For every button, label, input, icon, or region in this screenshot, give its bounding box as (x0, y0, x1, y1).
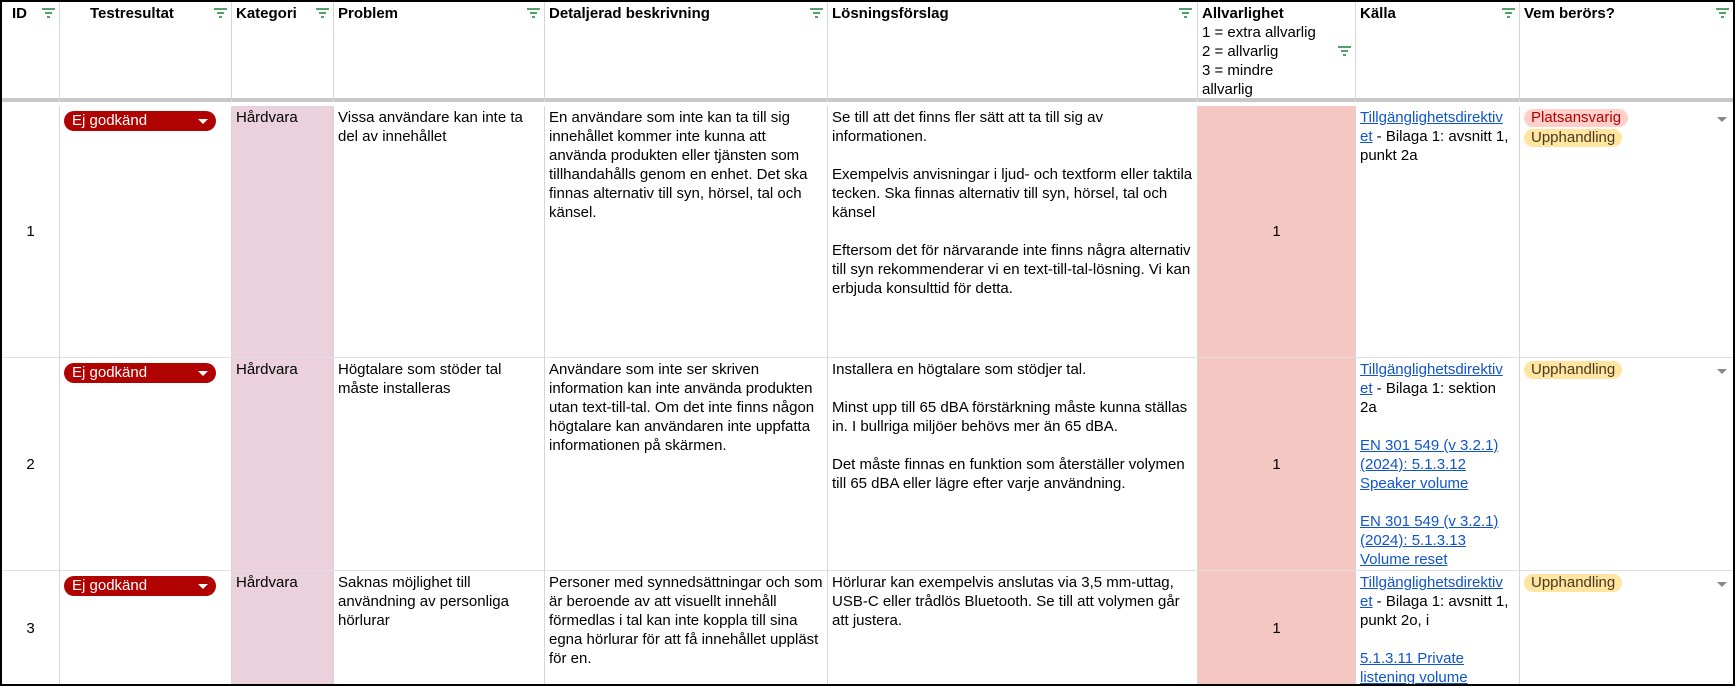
chip-platsansvarig: Platsansvarig (1524, 109, 1628, 127)
losning-paragraph: Det måste finnas en funktion som återställer volymen till 65 dBA eller lägre efter varje användning. (832, 456, 1185, 492)
source-link[interactable]: Tillgänglighetsdirektiv et (1360, 109, 1503, 145)
losning-paragraph: Exempelvis anvisningar i ljud- och textform eller taktila tecken. Ska finnas alternativ till syn, hörsel, tal och känsel (832, 166, 1193, 221)
kalla-source (1360, 649, 1515, 686)
losning-paragraph: Eftersom det för närvarande inte finns några alternativ till syn rekommenderar vi en text-till-tal-lösning. Vi kan erbjuda konsulttid för detta. (832, 242, 1191, 297)
header-problem[interactable] (334, 2, 545, 102)
header-vem-label: Vem berörs? (1524, 5, 1615, 22)
severity-scale-3: 3 = mindre (1202, 62, 1274, 79)
result-label: Ej godkänd (72, 364, 148, 381)
header-testresultat-label: Testresultat (90, 5, 174, 22)
source-link[interactable]: EN 301 549 (v 3.2.1) (2024): 5.1.3.12 Speaker volume (1360, 437, 1499, 492)
problem-cell: Högtalare som stöder tal måste installeras (334, 358, 545, 570)
filter-icon[interactable] (1338, 46, 1351, 56)
chip-upphandling: Upphandling (1524, 129, 1622, 147)
filter-icon[interactable] (1716, 8, 1729, 18)
vem-cell[interactable] (1520, 106, 1733, 357)
kalla-source (1360, 108, 1515, 165)
severity-scale-2: 2 = allvarlig (1202, 43, 1279, 60)
dropdown-arrow-icon (198, 584, 208, 589)
dropdown-arrow-icon (198, 371, 208, 376)
result-cell (60, 358, 232, 570)
kategori-cell: Hårdvara (232, 106, 334, 357)
dropdown-arrow-icon[interactable] (1717, 117, 1727, 122)
severity-scale-3b: allvarlig (1202, 81, 1253, 98)
severity-cell: 1 (1198, 571, 1356, 686)
vem-cell[interactable] (1520, 571, 1733, 686)
header-id-label: ID (12, 5, 27, 22)
beskrivning-cell: Användare som inte ser skriven information kan inte använda produkten utan text-till-tal. Om det inte finns någon högtalare kan användaren inte uppfatta informationen på skärmen. (545, 358, 828, 570)
filter-icon[interactable] (527, 8, 540, 18)
filter-icon[interactable] (1179, 8, 1192, 18)
source-link[interactable]: 5.1.3.11 Private listening volume (1360, 650, 1468, 686)
kategori-cell: Hårdvara (232, 571, 334, 686)
severity-scale-1: 1 = extra allvarlig (1202, 24, 1316, 41)
row-id: 3 (2, 571, 60, 686)
header-kalla[interactable] (1356, 2, 1520, 102)
kalla-cell (1356, 571, 1520, 686)
result-dropdown[interactable] (64, 111, 216, 131)
result-cell (60, 571, 232, 686)
kalla-source (1360, 360, 1515, 417)
header-losning[interactable] (828, 2, 1198, 102)
filter-icon[interactable] (214, 8, 227, 18)
source-text: - Bilaga 1: sektion 2a (1360, 380, 1496, 416)
losning-paragraph: Installera en högtalare som stödjer tal. (832, 361, 1087, 378)
result-label: Ej godkänd (72, 577, 148, 594)
problem-cell: Vissa användare kan inte ta del av innehållet (334, 106, 545, 357)
header-allvarlighet[interactable] (1198, 2, 1356, 102)
dropdown-arrow-icon (198, 119, 208, 124)
header-losning-label: Lösningsförslag (832, 5, 949, 22)
filter-icon[interactable] (316, 8, 329, 18)
losning-paragraph: Se till att det finns fler sätt att ta till sig av informationen. (832, 109, 1103, 145)
header-beskrivning[interactable] (545, 2, 828, 102)
losning-cell (828, 358, 1198, 570)
source-link[interactable]: Tillgänglighetsdirektiv et (1360, 574, 1503, 610)
table-row (2, 358, 1733, 571)
header-kategori-label: Kategori (236, 5, 297, 22)
losning-cell (828, 106, 1198, 357)
header-kategori[interactable] (232, 2, 334, 102)
kalla-source (1360, 436, 1515, 493)
header-id[interactable] (2, 2, 60, 102)
dropdown-arrow-icon[interactable] (1717, 369, 1727, 374)
table-row (2, 106, 1733, 358)
beskrivning-cell: En användare som inte kan ta till sig innehållet kommer inte kunna att använda produkten eller tjänsten som tillhandahålls genom en enhet. Det ska finnas alternativ till syn, hörsel, tal och känsel. (545, 106, 828, 357)
header-row (2, 2, 1733, 102)
source-text: - Bilaga 1: avsnitt 1, punkt 2a (1360, 128, 1509, 164)
filter-icon[interactable] (1502, 8, 1515, 18)
result-label: Ej godkänd (72, 112, 148, 129)
kalla-cell (1356, 106, 1520, 357)
severity-cell: 1 (1198, 106, 1356, 357)
table-row (2, 571, 1733, 686)
header-beskrivning-label: Detaljerad beskrivning (549, 5, 710, 22)
header-kalla-label: Källa (1360, 5, 1396, 22)
kalla-source (1360, 573, 1515, 630)
vem-cell[interactable] (1520, 358, 1733, 570)
severity-cell: 1 (1198, 358, 1356, 570)
result-dropdown[interactable] (64, 363, 216, 383)
source-text: - Bilaga 1: avsnitt 1, punkt 2o, i (1360, 593, 1509, 629)
problem-cell: Saknas möjlighet till användning av personliga hörlurar (334, 571, 545, 686)
kategori-cell: Hårdvara (232, 358, 334, 570)
source-link[interactable]: Tillgänglighetsdirektiv et (1360, 361, 1503, 397)
header-problem-label: Problem (338, 5, 399, 22)
losning-cell (828, 571, 1198, 686)
header-vem[interactable] (1520, 2, 1733, 102)
chip-upphandling: Upphandling (1524, 361, 1622, 379)
kalla-source (1360, 512, 1515, 569)
chip-upphandling: Upphandling (1524, 574, 1622, 592)
row-id: 2 (2, 358, 60, 570)
header-testresultat[interactable] (60, 2, 232, 102)
filter-icon[interactable] (42, 8, 55, 18)
row-id: 1 (2, 106, 60, 357)
result-cell (60, 106, 232, 357)
header-allvarlighet-label: Allvarlighet (1202, 5, 1284, 22)
beskrivning-cell: Personer med synnedsättningar och som är beroende av att visuellt innehåll förmedlas i tal kan inte koppla till sina egna hörlurar för att få innehållet uppläst för en. (545, 571, 828, 686)
losning-paragraph: Minst upp till 65 dBA förstärkning måste kunna ställas in. I bullriga miljöer behövs mer än 65 dBA. (832, 399, 1188, 435)
kalla-cell (1356, 358, 1520, 570)
filter-icon[interactable] (810, 8, 823, 18)
result-dropdown[interactable] (64, 576, 216, 596)
losning-paragraph: Hörlurar kan exempelvis anslutas via 3,5 mm-uttag, USB-C eller trådlös Bluetooth. Se till att volymen går att justera. (832, 574, 1180, 629)
source-link[interactable]: EN 301 549 (v 3.2.1) (2024): 5.1.3.13 Volume reset (1360, 513, 1499, 568)
dropdown-arrow-icon[interactable] (1717, 582, 1727, 587)
